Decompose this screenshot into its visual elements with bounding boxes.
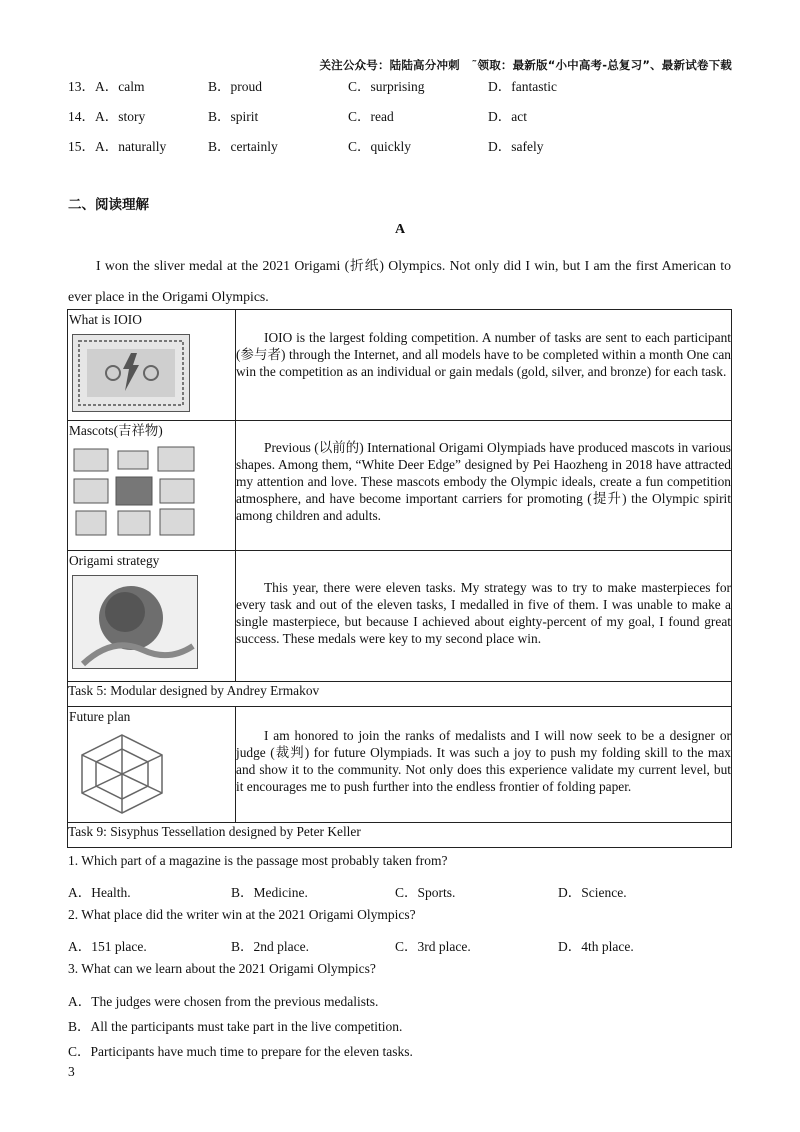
option-row-15 bbox=[68, 135, 728, 155]
section-title: 二、阅读理解 bbox=[68, 197, 149, 213]
option-d: D．safely bbox=[488, 139, 544, 154]
header-note: 关注公众号：陆陆高分冲刺 ˜领取：最新版“小中高考-总复习”、最新试卷下载 bbox=[319, 58, 732, 72]
choice-a: A．The judges were chosen from the previous medalists. bbox=[68, 994, 379, 1009]
intro-paragraph: I won the sliver medal at the 2021 Origami (折纸) Olympics. Not only did I win, but I am the first American to ever place in the Origami Olympics. bbox=[68, 258, 731, 304]
row-label-cell bbox=[68, 707, 236, 823]
image-caption: Task 9: Sisyphus Tessellation designed by Peter Keller bbox=[68, 823, 732, 848]
option-b: B．proud bbox=[208, 79, 262, 94]
row-label-cell bbox=[68, 551, 236, 682]
row-label: Mascots(吉祥物) bbox=[69, 423, 163, 438]
option-b: B．spirit bbox=[208, 109, 259, 124]
choice-d: D．4th place. bbox=[558, 939, 634, 954]
row-text: IOIO is the largest folding competition. A number of tasks are sent to each participant (参与者) through the Internet, and all models have to be completed within a month One can win the competition as an individual or gain medals (gold, silver, and bronze) for each task. bbox=[236, 330, 731, 379]
choice-b: B．All the participants must take part in the live competition. bbox=[68, 1019, 403, 1034]
ioio-logo-image bbox=[72, 334, 190, 412]
option-d: D．act bbox=[488, 109, 527, 124]
option-row-13 bbox=[68, 75, 728, 95]
choice-d: D．Science. bbox=[558, 885, 627, 900]
mascots-image bbox=[72, 445, 200, 541]
option-c: C．surprising bbox=[348, 79, 425, 94]
row-text-cell bbox=[236, 421, 732, 551]
question-stem: 1. Which part of a magazine is the passage most probably taken from? bbox=[68, 853, 448, 868]
option-a: 15．A．naturally bbox=[68, 139, 167, 154]
row-label-cell bbox=[68, 310, 236, 421]
row-text-cell bbox=[236, 310, 732, 421]
option-d: D．fantastic bbox=[488, 79, 557, 94]
option-c: C．read bbox=[348, 109, 394, 124]
question-stem: 3. What can we learn about the 2021 Origami Olympics? bbox=[68, 961, 376, 976]
row-text: This year, there were eleven tasks. My strategy was to try to make masterpieces for every task and out of the eleven tasks, I medalled in five of them. I was unable to make a single masterpiece, but because I achieved about eighty-percent of my goal, I found great success. These medals were key to my second place win. bbox=[236, 580, 731, 646]
row-text: Previous (以前的) International Origami Olympiads have produced mascots in various shapes. Among them, “White Deer Edge” designed by Pei Haozheng in 2018 have attracted my attention and love. These mascots embody the Olympic ideals, create a fun competition atmosphere, and have become important carriers for promoting (提升) the Olympic spirit among children and adults. bbox=[236, 440, 731, 523]
choice-a: A．Health. bbox=[68, 885, 131, 900]
question-stem: 2. What place did the writer win at the 2021 Origami Olympics? bbox=[68, 907, 416, 922]
option-a: 13．A．calm bbox=[68, 79, 145, 94]
choice-c: C．Participants have much time to prepare for the eleven tasks. bbox=[68, 1044, 413, 1059]
choice-c: C．3rd place. bbox=[395, 939, 471, 954]
passage-label: A bbox=[394, 222, 406, 237]
choice-b: B．Medicine. bbox=[231, 885, 308, 900]
image-caption: Task 5: Modular designed by Andrey Ermakov bbox=[68, 682, 732, 707]
row-label: Future plan bbox=[69, 709, 131, 724]
row-text-cell bbox=[236, 551, 732, 682]
row-text: I am honored to join the ranks of medalists and I will now seek to be a designer or judge (裁判) for future Olympiads. It was such a joy to push my folding skill to the max and show it to the community. Not only does this experience validate my current level, but it encourages me to push further into the endless frontier of folding paper. bbox=[236, 728, 731, 794]
row-label: What is IOIO bbox=[69, 312, 142, 327]
row-text-cell bbox=[236, 707, 732, 823]
tessellation-image bbox=[72, 731, 172, 817]
option-row-14 bbox=[68, 105, 728, 125]
question-choices bbox=[68, 881, 708, 901]
modular-origami-image bbox=[72, 575, 198, 669]
choice-c: C．Sports. bbox=[395, 885, 456, 900]
info-table bbox=[67, 309, 732, 848]
option-b: B．certainly bbox=[208, 139, 278, 154]
choice-b: B．2nd place. bbox=[231, 939, 309, 954]
row-label: Origami strategy bbox=[69, 553, 160, 568]
option-a: 14．A．story bbox=[68, 109, 146, 124]
question-choices bbox=[68, 935, 708, 955]
choice-a: A．151 place. bbox=[68, 939, 147, 954]
option-c: C．quickly bbox=[348, 139, 411, 154]
row-label-cell bbox=[68, 421, 236, 551]
page-number: 3 bbox=[68, 1064, 75, 1079]
